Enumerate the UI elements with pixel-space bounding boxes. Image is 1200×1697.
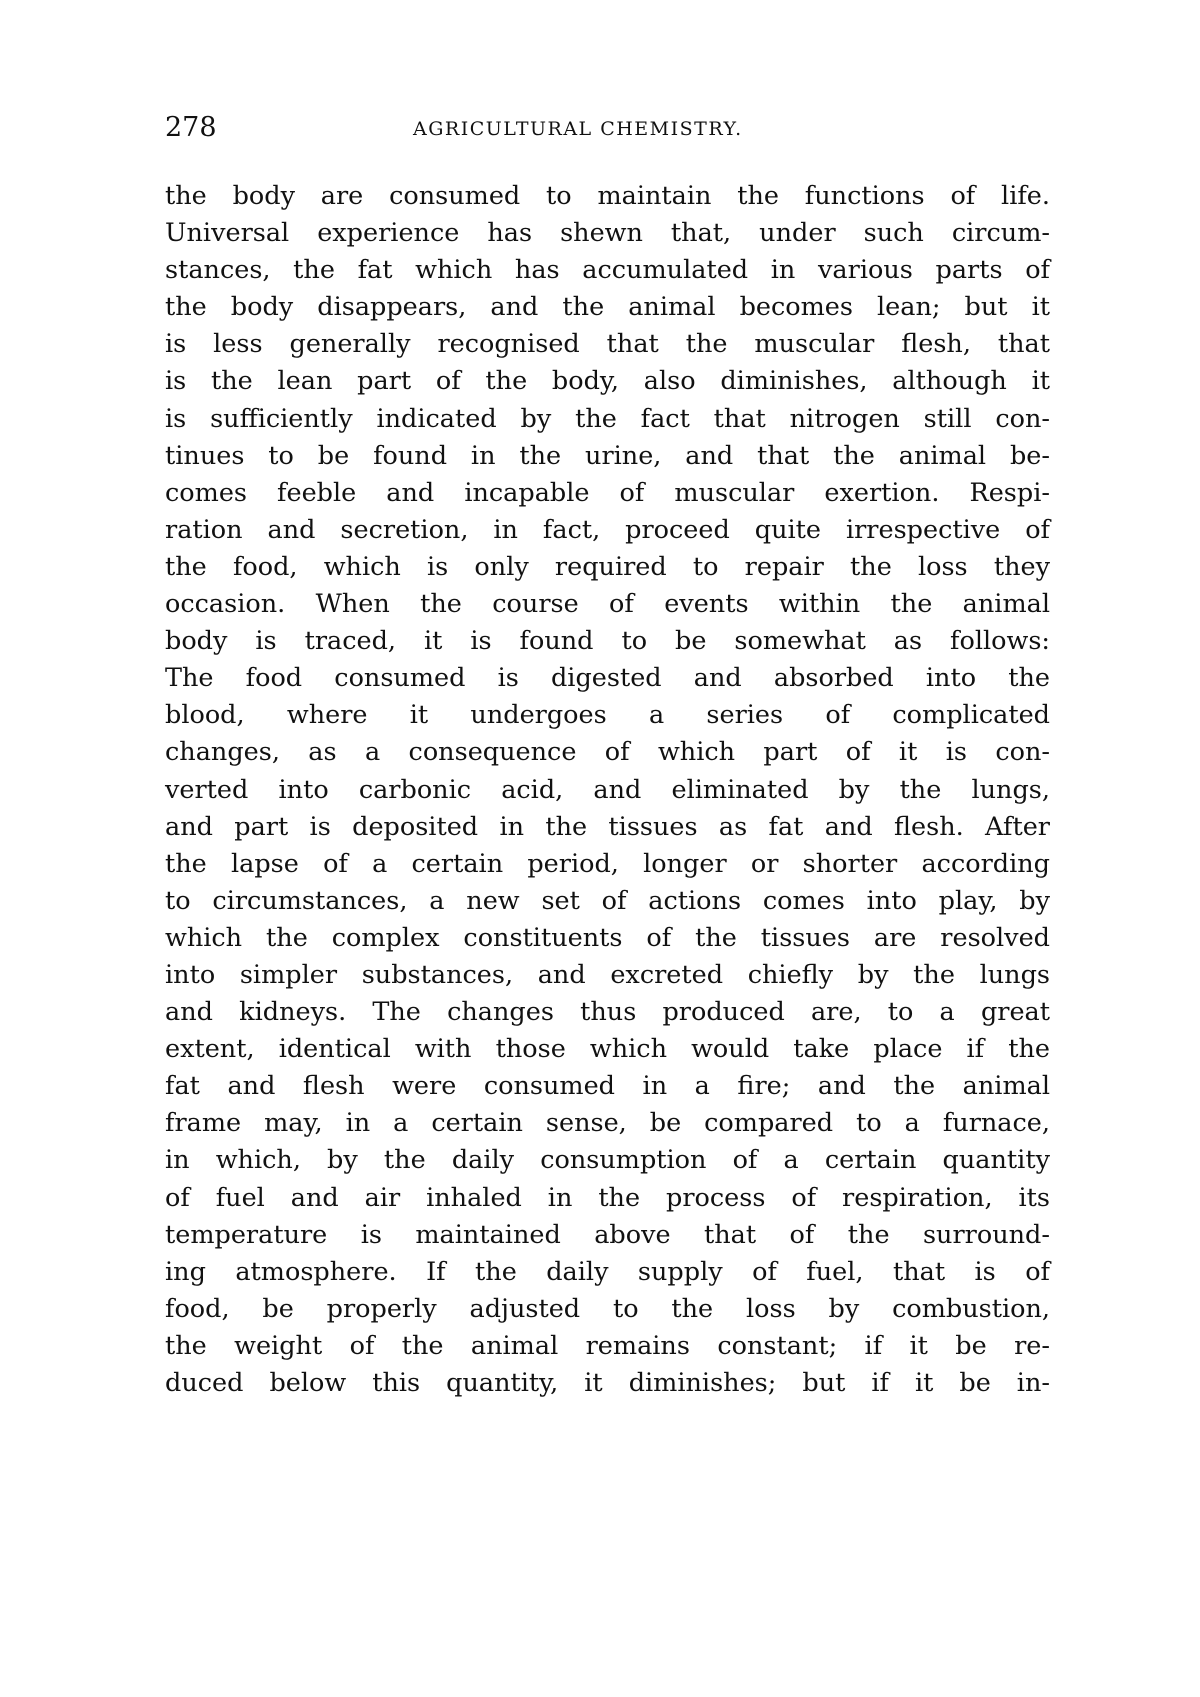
text-line <box>165 734 1050 771</box>
text-line-content: stances, the fat which has accumulated in various parts of <box>165 255 1050 286</box>
text-line-content: is sufficiently indicated by the fact that nitrogen still con- <box>165 403 1050 434</box>
text-line <box>165 549 1050 586</box>
text-line-content: the body are consumed to maintain the functions of life. <box>165 181 1050 211</box>
page-header <box>165 112 1050 148</box>
text-line-content: the lapse of a certain period, longer or shorter according <box>165 848 1050 879</box>
text-line <box>165 363 1050 400</box>
text-line <box>165 920 1050 957</box>
text-line <box>165 475 1050 512</box>
text-line-content: ration and secretion, in fact, proceed quite irrespective of <box>165 514 1050 545</box>
text-line-content: occasion. When the course of events within the animal <box>165 589 1050 620</box>
text-line <box>165 1068 1050 1105</box>
text-line-content: ing atmosphere. If the daily supply of fuel, that is of <box>165 1256 1050 1287</box>
text-line <box>165 623 1050 660</box>
text-line <box>165 586 1050 623</box>
text-line <box>165 1254 1050 1291</box>
text-line <box>165 772 1050 809</box>
text-line <box>165 697 1050 734</box>
text-line <box>165 401 1050 438</box>
text-line <box>165 957 1050 994</box>
text-line-content: frame may, in a certain sense, be compared to a furnace, <box>165 1108 1050 1139</box>
text-line <box>165 178 1050 215</box>
text-line-content: the weight of the animal remains constant; if it be re- <box>165 1330 1050 1361</box>
text-line <box>165 289 1050 326</box>
text-line-content: and kidneys. The changes thus produced are, to a great <box>165 997 1050 1028</box>
text-line <box>165 883 1050 920</box>
text-line <box>165 1031 1050 1068</box>
text-line <box>165 660 1050 697</box>
text-line <box>165 994 1050 1031</box>
text-line <box>165 438 1050 475</box>
page-number: 278 <box>165 112 217 143</box>
text-line-content: Universal experience has shewn that, under such circum- <box>165 218 1050 249</box>
text-line-content: of fuel and air inhaled in the process of respiration, its <box>165 1182 1050 1213</box>
text-line-content: which the complex constituents of the tissues are resolved <box>165 922 1050 953</box>
running-title: AGRICULTURAL CHEMISTRY. <box>413 118 743 140</box>
text-line <box>165 252 1050 289</box>
text-line <box>165 1365 1050 1402</box>
text-line <box>165 846 1050 883</box>
body-text <box>165 178 1050 1402</box>
text-line-content: comes feeble and incapable of muscular exertion. Respi- <box>165 477 1050 508</box>
text-line-content: and part is deposited in the tissues as fat and flesh. After <box>165 811 1050 842</box>
text-line-content: is less generally recognised that the muscular flesh, that <box>165 329 1050 360</box>
text-line-content: blood, where it undergoes a series of complicated <box>165 700 1050 731</box>
text-line-content: food, be properly adjusted to the loss by combustion, <box>165 1293 1050 1324</box>
text-line-content: verted into carbonic acid, and eliminated by the lungs, <box>165 774 1050 805</box>
text-line <box>165 1328 1050 1365</box>
text-line-content: temperature is maintained above that of the surround- <box>165 1219 1050 1250</box>
text-line-content: body is traced, it is found to be somewhat as follows: <box>165 626 1050 657</box>
text-line <box>165 1105 1050 1142</box>
text-line-content: extent, identical with those which would take place if the <box>165 1034 1050 1065</box>
text-line <box>165 1291 1050 1328</box>
text-line <box>165 1142 1050 1179</box>
text-line-content: into simpler substances, and excreted chiefly by the lungs <box>165 959 1050 990</box>
text-line-content: the body disappears, and the animal becomes lean; but it <box>165 292 1050 323</box>
text-line-content: is the lean part of the body, also diminishes, although it <box>165 366 1050 397</box>
text-line-content: duced below this quantity, it diminishes; but if it be in- <box>165 1368 1050 1398</box>
text-line <box>165 1180 1050 1217</box>
text-line-content: to circumstances, a new set of actions comes into play, by <box>165 885 1050 916</box>
text-line <box>165 1217 1050 1254</box>
text-line <box>165 512 1050 549</box>
text-line-content: the food, which is only required to repair the loss they <box>165 551 1050 582</box>
text-line-content: in which, by the daily consumption of a certain quantity <box>165 1145 1050 1176</box>
text-line <box>165 809 1050 846</box>
text-line <box>165 215 1050 252</box>
text-line <box>165 326 1050 363</box>
text-line-content: changes, as a consequence of which part of it is con- <box>165 737 1050 768</box>
text-line-content: The food consumed is digested and absorbed into the <box>165 663 1050 694</box>
text-line-content: fat and flesh were consumed in a fire; and the animal <box>165 1071 1050 1102</box>
text-line-content: tinues to be found in the urine, and that the animal be- <box>165 440 1050 471</box>
